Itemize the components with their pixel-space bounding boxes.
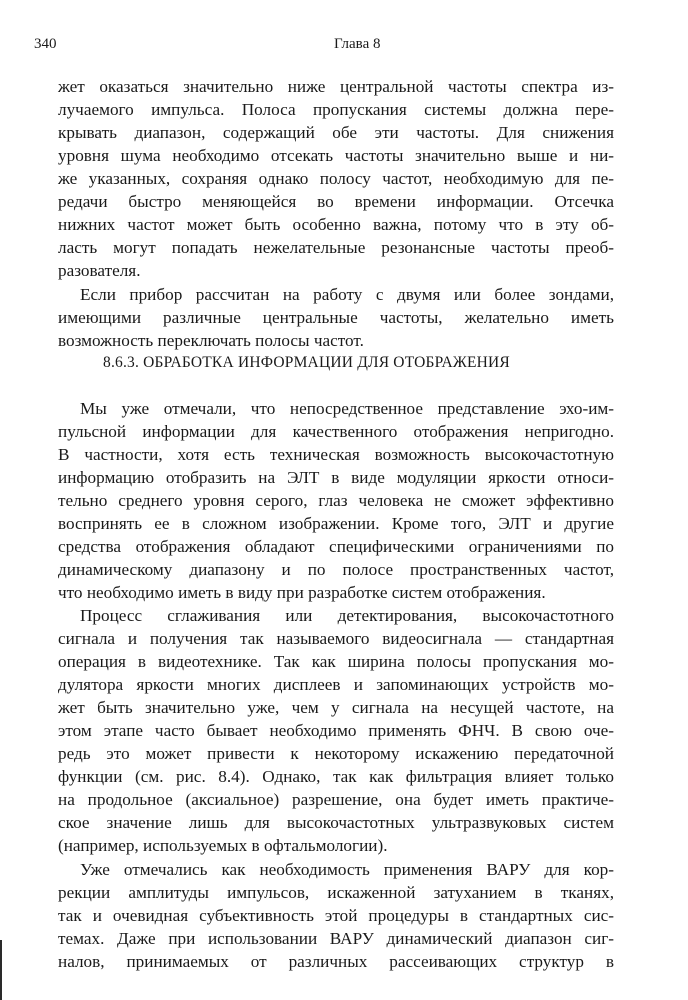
text-line: функции (см. рис. 8.4). Однако, так как фильтрация влияет только — [58, 767, 614, 786]
text-line: ское значение лишь для высокочастотных ультразвуковых систем — [58, 813, 614, 832]
text-line: сигнала и получения так называемого видеосигнала — стандартная — [58, 629, 614, 648]
text-line: редачи быстро меняющейся во времени информации. Отсечка — [58, 192, 614, 211]
text-line: Уже отмечались как необходимость применения ВАРУ для кор- — [80, 860, 614, 879]
text-line: тельно среднего уровня серого, глаз человека не сможет эффективно — [58, 491, 614, 510]
section-heading: 8.6.3. ОБРАБОТКА ИНФОРМАЦИИ ДЛЯ ОТОБРАЖЕНИЯ — [103, 354, 510, 371]
page-number: 340 — [34, 36, 57, 52]
page-header — [34, 36, 622, 56]
text-line: на продольное (аксиальное) разрешение, она будет иметь практиче- — [58, 790, 614, 809]
text-line: Мы уже отмечали, что непосредственное представление эхо-им- — [80, 399, 614, 418]
text-line: В частности, хотя есть техническая возможность высокочастотную — [58, 445, 614, 464]
text-line: возможность переключать полосы частот. — [58, 331, 364, 350]
text-line: динамическому диапазону и по полосе пространственных частот, — [58, 560, 614, 579]
text-line: жет оказаться значительно ниже центральной частоты спектра из- — [58, 77, 614, 96]
text-line: операция в видеотехнике. Так как ширина полосы пропускания мо- — [58, 652, 614, 671]
text-line: дулятора яркости многих дисплеев и запоминающих устройств мо- — [58, 675, 614, 694]
text-line: воспринять ее в сложном изображении. Кроме того, ЭЛТ и другие — [58, 514, 614, 533]
text-line: средства отображения обладают специфическими ограничениями по — [58, 537, 614, 556]
text-line: крывать диапазон, содержащий обе эти частоты. Для снижения — [58, 123, 614, 142]
text-line: что необходимо иметь в виду при разработке систем отображения. — [58, 583, 546, 602]
scan-edge-mark — [0, 940, 2, 1000]
text-line: же указанных, сохраняя однако полосу частот, необходимую для пе- — [58, 169, 614, 188]
text-line: ласть могут попадать нежелательные резонансные частоты преоб- — [58, 238, 614, 257]
text-line: темах. Даже при использовании ВАРУ динамический диапазон сиг- — [58, 929, 614, 948]
text-line: информацию отобразить на ЭЛТ в виде модуляции яркости относи- — [58, 468, 614, 487]
text-line: (например, используемых в офтальмологии). — [58, 836, 388, 855]
text-line: нижних частот может быть особенно важна, потому что в эту об- — [58, 215, 614, 234]
text-line: так и очевидная субъективность этой процедуры в стандартных сис- — [58, 906, 614, 925]
text-line: пульсной информации для качественного отображения непригодно. — [58, 422, 614, 441]
text-line: этом этапе часто бывает необходимо применять ФНЧ. В свою оче- — [58, 721, 614, 740]
text-line: имеющими различные центральные частоты, желательно иметь — [58, 308, 614, 327]
text-line: налов, принимаемых от различных рассеивающих структур в — [58, 952, 614, 971]
text-line: разователя. — [58, 261, 141, 280]
text-line: рекции амплитуды импульсов, искаженной затуханием в тканях, — [58, 883, 614, 902]
text-line: лучаемого импульса. Полоса пропускания системы должна пере- — [58, 100, 614, 119]
text-line: Если прибор рассчитан на работу с двумя или более зондами, — [80, 285, 614, 304]
text-line: Процесс сглаживания или детектирования, высокочастотного — [80, 606, 614, 625]
text-line: редь это может привести к некоторому искажению передаточной — [58, 744, 614, 763]
text-line: уровня шума необходимо отсекать частоты значительно выше и ни- — [58, 146, 614, 165]
running-head: Глава 8 — [334, 36, 381, 52]
text-line: жет быть значительно уже, чем у сигнала на несущей частоте, на — [58, 698, 614, 717]
